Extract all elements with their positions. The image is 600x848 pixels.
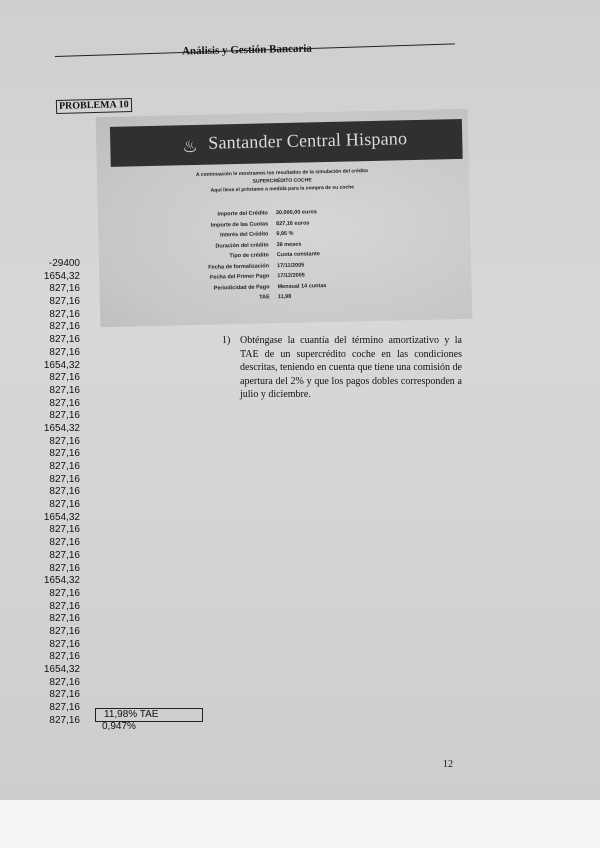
cash-flow-value: 827,16: [49, 410, 80, 422]
cash-flow-value: 827,16: [49, 397, 80, 409]
spec-value: Cuota constante: [276, 251, 320, 259]
cash-flow-value: 827,16: [49, 714, 80, 726]
flame-logo-icon: ♨: [182, 136, 198, 157]
intro-line: SUPERCRÉDITO COCHE: [252, 177, 312, 185]
question: [222, 334, 462, 402]
spec-value: 827,16 euros: [276, 219, 310, 227]
cash-flow-value: 827,16: [49, 549, 80, 561]
cash-flow-value: 827,16: [49, 346, 80, 358]
problem-label: PROBLEMA 10: [56, 98, 132, 114]
cash-flow-column: [22, 258, 80, 727]
spec-label: Importe del Crédito: [217, 210, 268, 218]
bank-banner: [110, 119, 463, 167]
cash-flow-value: 827,16: [49, 283, 80, 295]
bank-name: Santander Central Hispano: [208, 128, 408, 153]
cash-flow-value: 827,16: [49, 334, 80, 346]
cash-flow-value: 827,16: [49, 613, 80, 625]
cash-flow-value: 827,16: [49, 296, 80, 308]
spec-label: Fecha de formalización: [208, 262, 270, 271]
loan-specs: [158, 206, 460, 307]
cash-flow-value: 827,16: [49, 308, 80, 320]
cash-flow-value: 827,16: [49, 562, 80, 574]
cash-flow-value: 827,16: [49, 448, 80, 460]
spec-label: Importe de las Cuotas: [210, 220, 269, 229]
cash-flow-value: 827,16: [49, 651, 80, 663]
spec-label: Interés del Crédito: [220, 231, 269, 239]
cash-flow-value: 1654,32: [43, 359, 80, 371]
cash-flow-value: 1654,32: [43, 511, 80, 523]
tae-result-box: [95, 708, 203, 722]
cash-flow-value: 1654,32: [43, 270, 80, 282]
monthly-rate: 0,947%: [102, 721, 136, 732]
cash-flow-value: 827,16: [49, 638, 80, 650]
spec-value: Mensual 14 cuotas: [277, 282, 327, 290]
spec-value: 30.000,00 euros: [275, 209, 317, 217]
cash-flow-value: 827,16: [49, 587, 80, 599]
spec-value: 9,95 %: [276, 230, 294, 238]
spec-label: Fecha del Primer Pago: [209, 273, 270, 281]
cash-flow-value: 827,16: [49, 537, 80, 549]
cash-flow-value: 827,16: [49, 435, 80, 447]
question-number: 1): [222, 335, 231, 346]
cash-flow-value: 827,16: [49, 625, 80, 637]
cash-flow-value: 827,16: [49, 689, 80, 701]
spec-label: Tipo de crédito: [229, 252, 269, 260]
cash-flow-value: 827,16: [49, 486, 80, 498]
page-number: 12: [443, 759, 453, 770]
cash-flow-value: 827,16: [49, 321, 80, 333]
spec-label: Duración del crédito: [215, 241, 269, 250]
cash-flow-value: 827,16: [49, 676, 80, 688]
cash-flow-value: 827,16: [49, 384, 80, 396]
bank-simulation-screenshot: [96, 109, 473, 327]
spec-value: 11,98: [277, 293, 292, 301]
spec-value: 17/11/2005: [277, 262, 305, 269]
spec-value: 36 meses: [276, 241, 302, 248]
cash-flow-value: 827,16: [49, 600, 80, 612]
cash-flow-value: 827,16: [49, 473, 80, 485]
header-title: Análisis y Gestión Bancaria: [181, 42, 312, 58]
question-text: Obténgase la cuantía del término amortizativo y la TAE de un supercrédito coche en las condiciones descritas, teniendo en cuenta que tiene una comisión de apertura del 2% y que los pagos dobles corresponden a julio y diciembre.: [240, 335, 462, 400]
cash-flow-value: -29400: [48, 258, 80, 269]
spec-label: Periodicidad de Pago: [213, 283, 270, 292]
tae-value: 11,98% TAE: [104, 709, 159, 720]
cash-flow-value: 827,16: [49, 372, 80, 384]
cash-flow-value: 1654,32: [43, 422, 80, 434]
cash-flow-value: 827,16: [49, 499, 80, 511]
cash-flow-value: 827,16: [49, 702, 80, 714]
cash-flow-value: 827,16: [49, 461, 80, 472]
spec-value: 17/12/2005: [277, 272, 305, 280]
cash-flow-value: 827,16: [49, 524, 80, 536]
spec-label: TAE: [259, 294, 270, 301]
intro-line: Aquí lleva el préstamo a medida para la compra de su coche: [210, 184, 355, 194]
page-margin: [0, 800, 600, 848]
intro-line: A continuación le mostramos los resultados de la simulación del crédito: [195, 168, 369, 178]
simulation-intro: [157, 166, 407, 196]
cash-flow-value: 1654,32: [43, 575, 80, 587]
cash-flow-value: 1654,32: [43, 664, 80, 675]
